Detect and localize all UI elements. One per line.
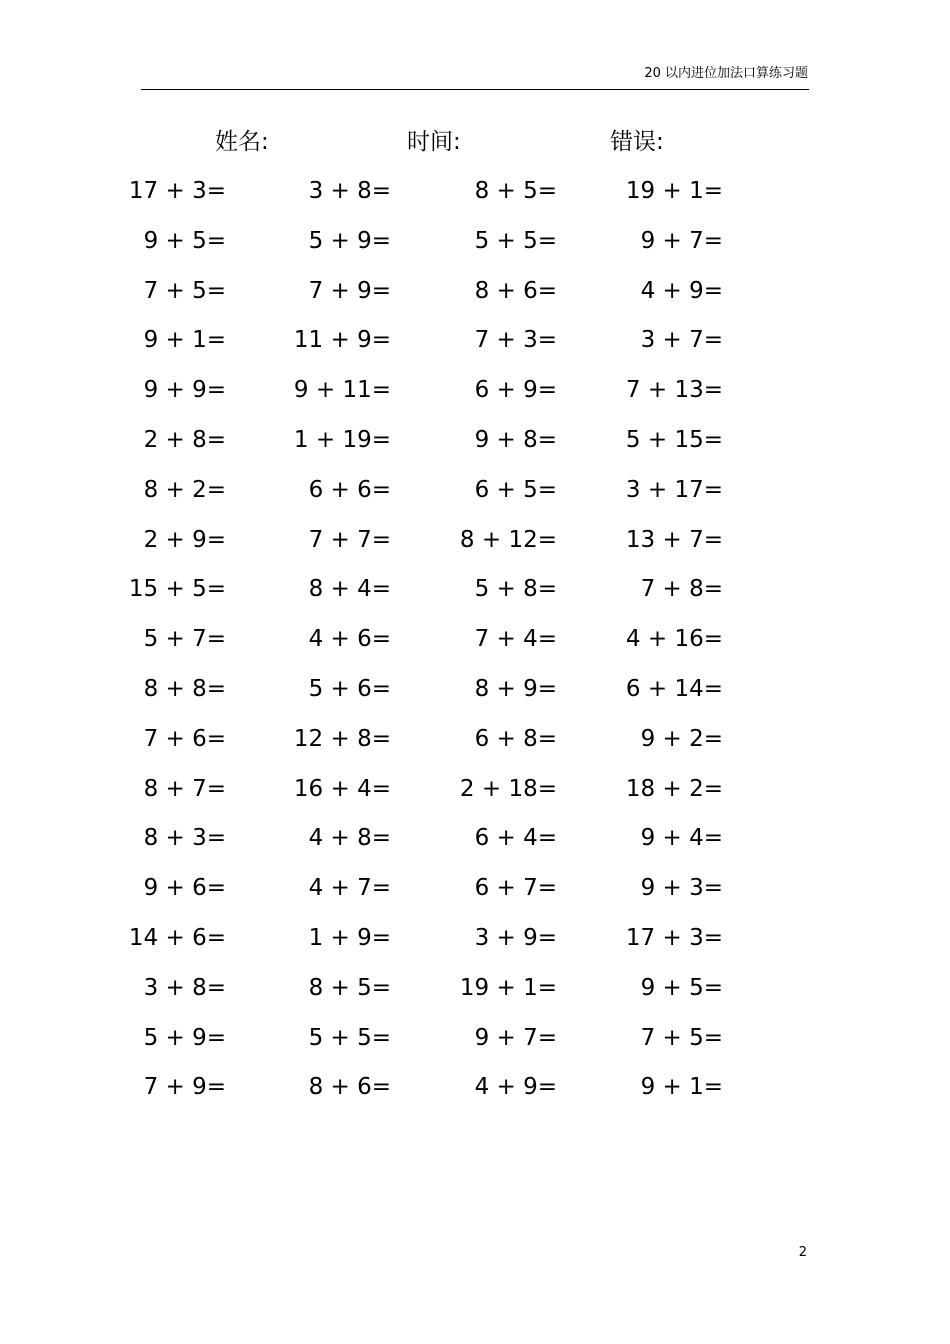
problem-row: [0, 321, 950, 371]
problem-item: 4 + 9=: [640, 277, 723, 304]
problem-row: [0, 521, 950, 571]
problem-item: 3 + 7=: [640, 327, 723, 354]
problem-item: 9 + 7=: [474, 1024, 557, 1051]
problem-item: 7 + 8=: [640, 576, 723, 603]
problem-item: 7 + 4=: [474, 626, 557, 653]
problem-item: 7 + 6=: [143, 725, 226, 752]
problem-item: 7 + 5=: [640, 1024, 723, 1051]
problem-item: 9 + 6=: [143, 875, 226, 902]
problem-item: 4 + 6=: [308, 626, 391, 653]
problem-item: 9 + 3=: [640, 875, 723, 902]
problem-item: 9 + 8=: [474, 426, 557, 453]
problem-item: 9 + 5=: [143, 227, 226, 254]
problem-row: [0, 770, 950, 820]
page-number: 2: [798, 1245, 807, 1260]
problem-item: 12 + 8=: [293, 725, 391, 752]
problem-row: [0, 272, 950, 322]
problem-item: 7 + 5=: [143, 277, 226, 304]
problem-item: 5 + 5=: [474, 227, 557, 254]
problem-item: 8 + 2=: [143, 476, 226, 503]
problem-row: [0, 919, 950, 969]
problem-item: 6 + 4=: [474, 825, 557, 852]
problem-item: 5 + 15=: [625, 426, 723, 453]
problem-item: 8 + 6=: [308, 1074, 391, 1101]
problem-item: 2 + 9=: [143, 526, 226, 553]
problem-item: 9 + 2=: [640, 725, 723, 752]
problem-item: 5 + 6=: [308, 675, 391, 702]
problem-item: 18 + 2=: [625, 775, 723, 802]
problem-item: 5 + 5=: [308, 1024, 391, 1051]
header-title: 20 以内进位加法口算练习题: [644, 66, 808, 81]
problem-item: 8 + 3=: [143, 825, 226, 852]
time-field-label: 时间:: [407, 129, 461, 155]
name-field-label: 姓名:: [215, 129, 269, 155]
problem-item: 6 + 14=: [625, 675, 723, 702]
problem-item: 8 + 6=: [474, 277, 557, 304]
problem-item: 5 + 7=: [143, 626, 226, 653]
problem-item: 7 + 13=: [625, 377, 723, 404]
problem-row: [0, 969, 950, 1019]
problem-item: 17 + 3=: [625, 924, 723, 951]
problem-row: [0, 670, 950, 720]
problem-row: [0, 371, 950, 421]
errors-field-label: 错误:: [610, 129, 664, 155]
problem-item: 3 + 8=: [143, 974, 226, 1001]
problem-row: [0, 222, 950, 272]
problem-item: 9 + 11=: [293, 377, 391, 404]
problem-row: [0, 620, 950, 670]
problem-item: 2 + 18=: [459, 775, 557, 802]
problem-item: 17 + 3=: [128, 178, 226, 204]
problem-item: 6 + 6=: [308, 476, 391, 503]
problem-item: 8 + 12=: [459, 526, 557, 553]
problem-grid: [0, 172, 950, 1118]
problem-item: 19 + 1=: [625, 178, 723, 204]
problem-item: 5 + 9=: [143, 1024, 226, 1051]
problem-item: 8 + 8=: [143, 675, 226, 702]
problem-row: [0, 720, 950, 770]
problem-item: 9 + 9=: [143, 377, 226, 404]
problem-item: 3 + 17=: [625, 476, 723, 503]
problem-item: 4 + 16=: [625, 626, 723, 653]
problem-row: [0, 819, 950, 869]
problem-item: 2 + 8=: [143, 426, 226, 453]
problem-item: 9 + 7=: [640, 227, 723, 254]
problem-item: 8 + 9=: [474, 675, 557, 702]
problem-item: 8 + 7=: [143, 775, 226, 802]
problem-item: 7 + 9=: [143, 1074, 226, 1101]
problem-item: 1 + 9=: [308, 924, 391, 951]
problem-item: 4 + 8=: [308, 825, 391, 852]
problem-item: 11 + 9=: [293, 327, 391, 354]
problem-item: 13 + 7=: [625, 526, 723, 553]
header-divider: [141, 89, 809, 90]
problem-item: 4 + 9=: [474, 1074, 557, 1101]
problem-item: 7 + 3=: [474, 327, 557, 354]
problem-item: 16 + 4=: [293, 775, 391, 802]
problem-item: 6 + 7=: [474, 875, 557, 902]
problem-item: 8 + 5=: [474, 178, 557, 204]
problem-item: 6 + 9=: [474, 377, 557, 404]
problem-item: 9 + 1=: [640, 1074, 723, 1101]
problem-item: 14 + 6=: [128, 924, 226, 951]
problem-item: 5 + 9=: [308, 227, 391, 254]
problem-row: [0, 869, 950, 919]
problem-item: 9 + 4=: [640, 825, 723, 852]
problem-row: [0, 421, 950, 471]
problem-item: 5 + 8=: [474, 576, 557, 603]
problem-item: 19 + 1=: [459, 974, 557, 1001]
problem-row: [0, 172, 950, 222]
problem-item: 8 + 5=: [308, 974, 391, 1001]
problem-item: 6 + 8=: [474, 725, 557, 752]
problem-item: 9 + 1=: [143, 327, 226, 354]
problem-item: 7 + 7=: [308, 526, 391, 553]
problem-item: 4 + 7=: [308, 875, 391, 902]
problem-row: [0, 570, 950, 620]
problem-item: 7 + 9=: [308, 277, 391, 304]
problem-item: 9 + 5=: [640, 974, 723, 1001]
problem-row: [0, 1019, 950, 1069]
problem-row: [0, 1068, 950, 1118]
problem-item: 15 + 5=: [128, 576, 226, 603]
problem-row: [0, 471, 950, 521]
problem-item: 6 + 5=: [474, 476, 557, 503]
problem-item: 3 + 9=: [474, 924, 557, 951]
problem-item: 8 + 4=: [308, 576, 391, 603]
problem-item: 1 + 19=: [293, 426, 391, 453]
problem-item: 3 + 8=: [308, 178, 391, 204]
